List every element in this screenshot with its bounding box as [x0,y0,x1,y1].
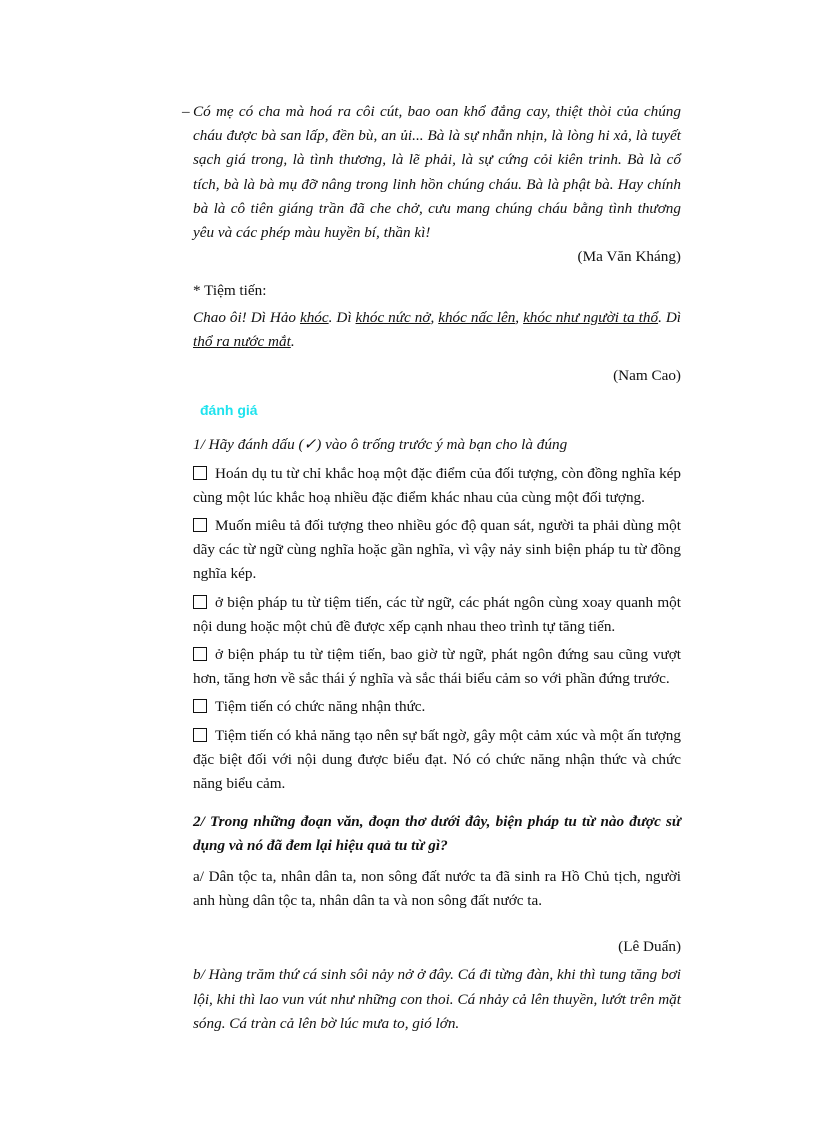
option-text: Tiệm tiến có chức năng nhận thức. [215,698,426,716]
option-checkbox[interactable] [193,647,207,661]
question-1-title: 1/ Hãy đánh dấu (✓) vào ô trống trước ý mà bạn cho là đúng [193,436,568,454]
example-text: . [290,332,295,350]
evaluation-label: đánh giá [200,402,258,419]
option-item [193,724,681,797]
example-text: , [430,308,439,326]
option-text: ở biện pháp tu từ tiệm tiến, bao giờ từ ngữ, phát ngôn đứng sau cũng vượt hơn, tăng hơn về sắc thái ý nghĩa và sắc thái biểu cảm so với phần đứng trước. [193,646,681,688]
quote-dash: – [182,103,190,120]
option-item [193,643,681,691]
option-item [193,514,681,587]
example-text: . Dì [658,308,682,326]
document-page [182,100,682,1036]
option-item [193,695,681,719]
question-2-a-author: (Lê Duẩn) [618,938,681,956]
option-checkbox[interactable] [193,728,207,742]
example-underlined: khóc [299,308,329,326]
option-text: Tiệm tiến có khả năng tạo nên sự bất ngờ, gây một cảm xúc và một ấn tượng đặc biệt đối với nội dung được biểu đạt. Nó có chức năng nhận thức và chức năng biểu cảm. [193,726,681,793]
example-underlined: khóc nấc lên [438,308,516,326]
option-checkbox[interactable] [193,595,207,609]
quote-author: (Ma Văn Kháng) [577,248,681,266]
quote-paragraph [182,100,681,245]
question-2-a: a/ Dân tộc ta, nhân dân ta, non sông đất nước ta đã sinh ra Hồ Chủ tịch, người anh hùng dân tộc ta, nhân dân ta và non sông đất nước ta. [193,867,681,909]
option-text: ở biện pháp tu từ tiệm tiến, các từ ngữ, các phát ngôn cùng xoay quanh một nội dung hoặc một chủ đề được xếp cạnh nhau theo trình tự tăng tiến. [193,593,681,635]
evaluation-label-row [193,398,681,423]
tiem-tien-heading: * Tiệm tiến: [193,282,267,300]
example-text: . Dì [328,308,356,326]
example-underlined: khóc như người ta thổ [523,308,659,326]
tiem-tien-example [193,306,681,354]
example-underlined: khóc nức nở [355,308,431,326]
option-item [193,591,681,639]
option-item [193,462,681,510]
example-text: Chao ôi! Dì Hảo [193,308,300,326]
example-underlined: thổ ra nước mắt [193,332,291,350]
example-text: , [515,308,524,326]
quote-text: Có mẹ có cha mà hoá ra côi cút, bao oan khổ đắng cay, thiệt thòi của chúng cháu được bà san lấp, đền bù, an ủi... Bà là sự nhẫn nhịn, là lòng hi xả, là tuyết sạch giá trong, là tình thương, là lẽ phải, là sự cứng cỏi kiên trinh. Bà là cổ tích, bà là bà mụ đỡ nâng trong linh hồn chúng cháu. Bà là phật bà. Hay chính bà là cô tiên giáng trần đã che chở, cưu mang chúng cháu bằng tình thương yêu và các phép màu huyền bí, thần kì! [193,103,681,242]
question-2-b: b/ Hàng trăm thứ cá sinh sôi nảy nở ở đây. Cá đi từng đàn, khi thì tung tăng bơi lội, khi thì lao vun vút như những con thoi. Cá nhảy cả lên thuyền, lướt trên mặt sóng. Cá tràn cả lên bờ lúc mưa to, gió lớn. [193,966,681,1032]
question-2-title: 2/ Trong những đoạn văn, đoạn thơ dưới đây, biện pháp tu từ nào được sử dụng và nó đã đem lại hiệu quả tu từ gì? [193,813,681,855]
tiem-tien-author: (Nam Cao) [613,367,681,385]
option-text: Hoán dụ tu từ chỉ khắc hoạ một đặc điểm của đối tượng, còn đồng nghĩa kép cùng một lúc khắc hoạ nhiều đặc điểm khác nhau của cùng một đối tượng. [193,464,681,506]
option-checkbox[interactable] [193,518,207,532]
option-checkbox[interactable] [193,466,207,480]
option-checkbox[interactable] [193,699,207,713]
option-text: Muốn miêu tả đối tượng theo nhiều góc độ quan sát, người ta phải dùng một dãy các từ ngữ cùng nghĩa hoặc gần nghĩa, vì vậy nảy sinh biện pháp tu từ đồng nghĩa kép. [193,517,681,583]
